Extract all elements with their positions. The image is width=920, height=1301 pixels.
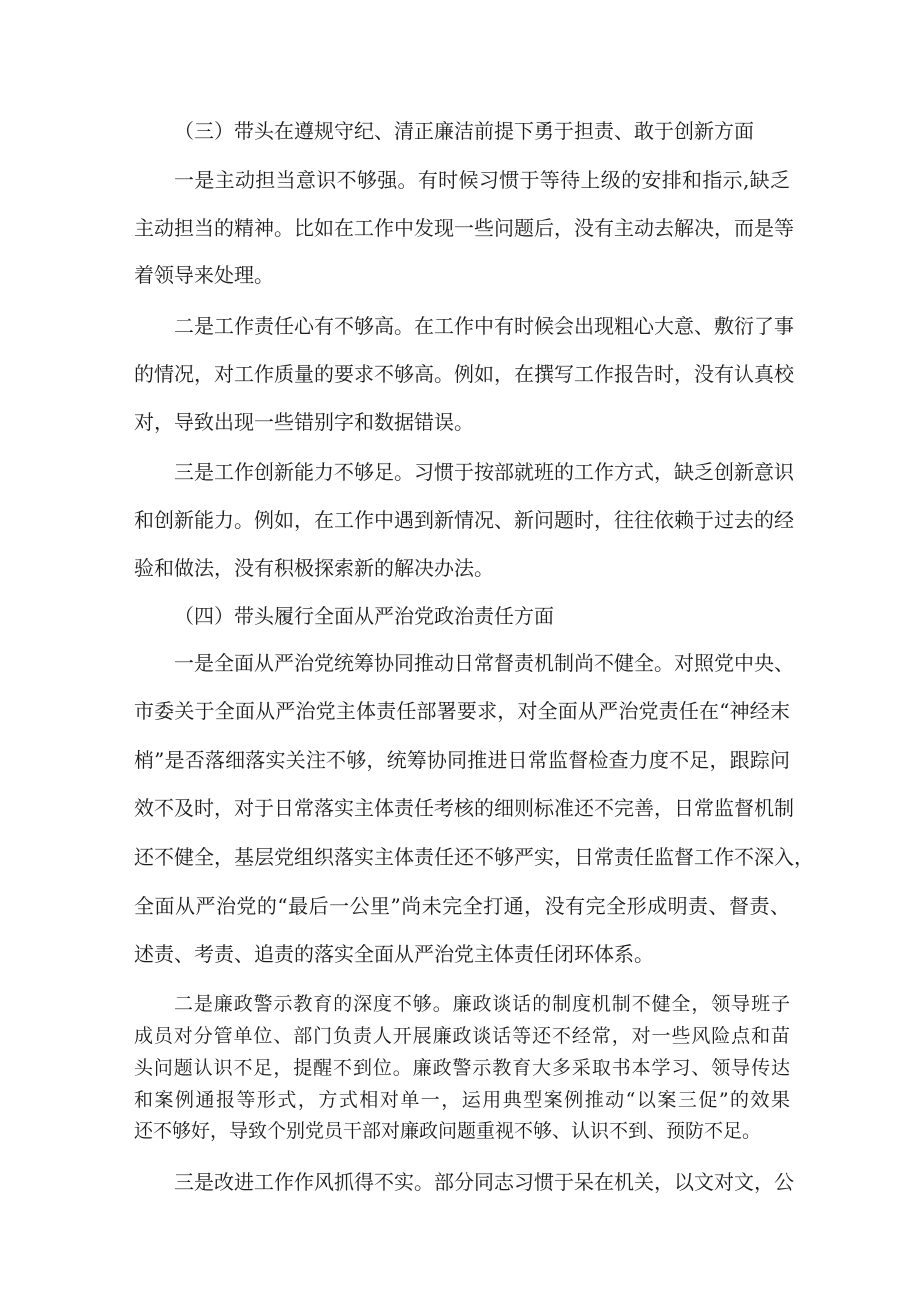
paragraph-line: 梢”是否落细落实关注不够，统筹协同推进日常监督检查力度不足，跟踪问 [134,748,790,772]
paragraph-line: 的情况，对工作质量的要求不够高。例如，在撰写工作报告时，没有认真校 [134,362,794,386]
paragraph-line: 一是全面从严治党统筹协同推动日常督责机制尚不健全。对照党中央、 [174,651,794,675]
section-heading-3: （三）带头在遵规守纪、清正廉洁前提下勇于担责、敢于创新方面 [174,119,754,143]
paragraph-line: 主动担当的精神。比如在工作中发现一些问题后，没有主动去解决，而是等 [134,216,794,240]
paragraph-line: 三是工作创新能力不够足。习惯于按部就班的工作方式，缺乏创新意识 [174,460,794,484]
paragraph-line: 验和做法，没有积极探索新的解决办法。 [134,556,494,580]
paragraph-line: 一是主动担当意识不够强。有时候习惯于等待上级的安排和指示,缺乏 [174,168,790,192]
paragraph-line: 和案例通报等形式，方式相对单一，运用典型案例推动“以案三促”的效果 [134,1089,790,1111]
paragraph-line: 成员对分管单位、部门负责人开展廉政谈话等还不经常，对一些风险点和苗 [134,1025,790,1047]
paragraph-line: 二是廉政警示教育的深度不够。廉政谈话的制度机制不健全，领导班子 [174,993,790,1015]
paragraph-line: 还不够好，导致个别党员干部对廉政问题重视不够、认识不到、预防不足。 [134,1120,762,1142]
section-heading-4: （四）带头履行全面从严治党政治责任方面 [174,604,554,628]
paragraph-line: 对，导致出现一些错别字和数据错误。 [134,410,474,434]
paragraph-line: 述责、考责、追责的落实全面从严治党主体责任闭环体系。 [134,942,654,966]
paragraph-line: 二是工作责任心有不够高。在工作中有时候会出现粗心大意、敷衍了事 [174,314,794,338]
paragraph-line: 着领导来处理。 [134,263,274,287]
paragraph-line: 和创新能力。例如，在工作中遇到新情况、新问题时，往往依赖于过去的经 [134,508,794,532]
paragraph-line: 三是改进工作作风抓得不实。部分同志习惯于呆在机关，以文对文，公 [174,1170,794,1194]
paragraph-line: 头问题认识不足，提醒不到位。廉政警示教育大多采取书本学习、领导传达 [134,1057,790,1079]
paragraph-line: 效不及时，对于日常落实主体责任考核的细则标准还不完善，日常监督机制 [134,796,794,820]
paragraph-line: 市委关于全面从严治党主体责任部署要求，对全面从严治党责任在“神经末 [134,699,790,723]
paragraph-line: 还不健全，基层党组织落实主体责任还不够严实，日常责任监督工作不深入， [134,845,814,869]
paragraph-line: 全面从严治党的“最后一公里”尚未完全打通，没有完全形成明责、督责、 [134,894,790,918]
